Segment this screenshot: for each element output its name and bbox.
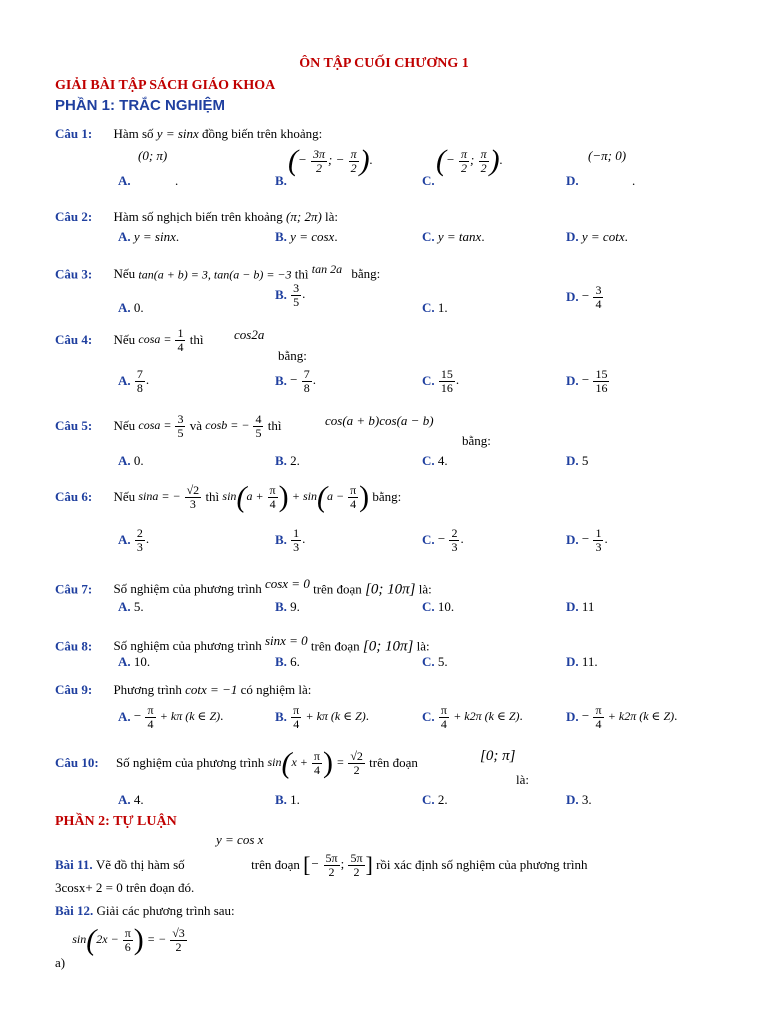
question-9 (55, 682, 311, 698)
q6-answer-a: A. $\frac{2}{3}$ . (118, 526, 150, 554)
option-a-label: A. (118, 229, 131, 244)
q3-answer-c: 1. (437, 300, 448, 315)
q5-answer-a: 0. (133, 453, 144, 468)
q7-answer-c: 10. (437, 599, 455, 614)
question-expr: cotx = −1 (185, 682, 238, 697)
question-label: Câu 7: (55, 581, 93, 597)
question-5: Câu 5: Nếu cosa = $\frac{3}{5}$ và cosb = − $\frac{4}{5}$ thì (55, 412, 282, 440)
question-2 (55, 209, 338, 225)
question-text: Số nghiệm của phương trình (115, 755, 265, 770)
bai11-line2: 3cosx+ 2 = 0 trên đoạn đó. (55, 880, 195, 895)
q6-answer-d: D. − $\frac{1}{3}$ . (566, 526, 608, 554)
question-text: bằng: (372, 489, 402, 504)
option-c-label: C. (422, 229, 435, 244)
exercise-label: Bài 11. (55, 857, 93, 873)
question-label: Câu 1: (55, 126, 93, 141)
question-text: là: (516, 772, 529, 787)
question-text: Phương trình (113, 682, 182, 697)
question-text: đồng biến trên khoảng: (202, 126, 323, 141)
question-text: thì (294, 266, 309, 282)
bai11: Bài 11. Vẽ đồ thị hàm số trên đoạn [− $\frac{5\pi}{2}$ ; $\frac{5\pi}{2}$ ] rồi xác định số nghiệm của phương trình (55, 851, 588, 879)
q7-answer-b: 9. (290, 599, 300, 614)
question-text: trên đoạn (310, 638, 360, 654)
option-d-label: D. (566, 792, 579, 807)
q8-answer-c: 5. (437, 654, 448, 669)
part1-heading: PHẦN 1: TRẮC NGHIỆM (55, 97, 226, 114)
question-text: bằng: (278, 348, 307, 363)
question-7 (55, 576, 432, 598)
option-b-label: B. (275, 792, 287, 807)
q10-answer-c: 2. (437, 792, 448, 807)
q2-answer-b: y = cosx (290, 229, 335, 244)
question-8 (55, 633, 430, 655)
option-c-label: C. (422, 599, 435, 614)
option-b-label: B. (275, 453, 287, 468)
question-text: và (189, 418, 203, 434)
exercise-text: trên đoạn (251, 857, 300, 873)
question-text: là: (325, 209, 339, 224)
question-text: là: (418, 581, 432, 597)
q5-answer-c: 4. (437, 453, 448, 468)
question-expr: [0; 10π] (362, 638, 414, 655)
q4-answer-c: C. $\frac{15}{16}$ . (422, 367, 460, 395)
q2-answer-a: y = sinx (133, 229, 176, 244)
question-label: Câu 4: (55, 332, 93, 348)
page-title: ÔN TẬP CUỐI CHƯƠNG 1 (299, 56, 469, 71)
option-b-label: B. (275, 229, 287, 244)
question-text: thì (189, 332, 204, 348)
question-expr: sinx = 0 (264, 633, 308, 648)
question-6: Câu 6: Nếu sina = − $\frac{√2}{3}$ thì sin(a + $\frac{\pi}{4}$ ) + sin(a − $\frac{\pi}{4}$ ) bằng: (55, 480, 402, 514)
q9-answer-b: + kπ (k ∈ Z) (305, 709, 366, 724)
question-text: thì (267, 418, 282, 434)
option-c-label: C. (422, 792, 435, 807)
subtitle: GIẢI BÀI TẬP SÁCH GIÁO KHOA (55, 78, 276, 93)
question-text: Nếu (113, 418, 136, 434)
option-a-label: A. (118, 453, 131, 468)
question-text: thì (205, 489, 220, 504)
question-expr: [0; π] (480, 748, 516, 764)
bai12 (55, 903, 235, 919)
option-d-label: D. (566, 453, 579, 468)
q8-answer-b: 6. (290, 654, 300, 669)
option-c-label: C. (422, 453, 435, 468)
question-text: bằng: (462, 433, 491, 448)
option-d-label: D. (566, 229, 579, 244)
question-text: trên đoạn (369, 755, 418, 770)
option-a-label: A. (118, 654, 131, 669)
q9-option-b: B. $\frac{\pi}{4}$ + kπ (k ∈ Z). (275, 703, 370, 731)
option-b-label: B. (275, 173, 287, 188)
question-text: Hàm số nghịch biến trên khoảng (113, 209, 283, 224)
question-10: Câu 10: Số nghiệm của phương trình sin(x + $\frac{\pi}{4}$ ) = $\frac{√2}{2}$ trên đoạn (55, 746, 418, 780)
question-text: bằng: (351, 266, 381, 282)
q2-answer-c: y = tanx (437, 229, 482, 244)
q9-option-a: A. − $\frac{\pi}{4}$ + kπ (k ∈ Z). (118, 703, 224, 731)
question-text: trên đoạn (313, 581, 362, 597)
option-a-label: A. (118, 792, 131, 807)
exercise-text: Giải các phương trình sau: (96, 903, 235, 918)
q2-answer-d: y = cotx (581, 229, 625, 244)
option-c-label: C. (422, 654, 435, 669)
bai12-a: sin(2x − $\frac{\pi}{6}$ ) = − $\frac{√3}{2}$ (72, 923, 185, 957)
question-label: Câu 10: (55, 755, 99, 770)
q9-answer-a: + kπ (k ∈ Z) (159, 709, 221, 724)
question-text: Số nghiệm của phương trình (113, 638, 262, 654)
question-label: Câu 6: (55, 489, 93, 504)
q9-option-c: C. $\frac{\pi}{4}$ + k2π (k ∈ Z). (422, 703, 523, 731)
question-1 (55, 126, 322, 142)
question-expr: tan 2a (311, 262, 343, 276)
q8-answer-d: 11. (581, 654, 598, 669)
question-text: có nghiệm là: (240, 682, 312, 697)
q1-answer-d: (−π; 0) (588, 148, 627, 163)
bai12-a-label: a) (55, 955, 66, 970)
part2-heading: PHẦN 2: TỰ LUẬN (55, 814, 177, 829)
q4-answer-d: D. − $\frac{15}{16}$ (566, 367, 608, 395)
option-d-label: D. (566, 654, 579, 669)
q10-answer-b: 1. (290, 792, 300, 807)
option-c-label: C. (422, 173, 435, 188)
question-3 (55, 262, 380, 282)
question-text: Hàm số (113, 126, 154, 141)
period: . (175, 173, 179, 188)
question-label: Câu 8: (55, 638, 93, 654)
question-expr: (π; 2π) (286, 209, 322, 224)
q6-answer-c: C. − $\frac{2}{3}$ . (422, 526, 464, 554)
question-text: Nếu (113, 266, 136, 282)
question-text: là: (416, 638, 430, 654)
q1-answer-a: (0; π) (138, 148, 168, 163)
question-expr: cos2a (234, 327, 265, 342)
q6-answer-b: B. $\frac{1}{3}$ . (275, 526, 306, 554)
q9-option-d: D. − $\frac{\pi}{4}$ + k2π (k ∈ Z). (566, 703, 678, 731)
q1-answer-b: (− $\frac{3\pi}{2}$ ; − $\frac{\pi}{2}$ ). (288, 144, 373, 177)
option-a-label: A. (118, 599, 131, 614)
q10-answer-d: 3. (581, 792, 592, 807)
option-a-label: A. (118, 173, 131, 188)
option-d-label: D. (566, 173, 579, 188)
q9-answer-c: + k2π (k ∈ Z) (453, 709, 520, 724)
exercise-text: rồi xác định số nghiệm của phương trình (376, 857, 588, 873)
q10-answer-a: 4. (133, 792, 144, 807)
question-text: Số nghiệm của phương trình (113, 581, 262, 597)
question-label: Câu 3: (55, 266, 93, 282)
period: . (632, 173, 636, 188)
option-b-label: B. (275, 599, 287, 614)
q5-answer-b: 2. (290, 453, 300, 468)
q7-answer-d: 11 (581, 599, 595, 614)
question-expr: [0; 10π] (365, 581, 416, 598)
q4-answer-b: B. − $\frac{7}{8}$ . (275, 367, 317, 395)
question-text: Nếu (113, 489, 136, 504)
question-expr: cos(a + b)cos(a − b) (325, 413, 434, 428)
question-label: Câu 9: (55, 682, 93, 697)
q7-answer-a: 5. (133, 599, 144, 614)
option-c-label: C. (422, 300, 435, 315)
exercise-text: Vẽ đồ thị hàm số (95, 857, 185, 873)
q8-answer-a: 10. (133, 654, 151, 669)
bai11-expr: y = cos x (216, 832, 264, 847)
option-b-label: B. (275, 654, 287, 669)
q9-answer-d: + k2π (k ∈ Z) (607, 709, 675, 724)
q1-answer-c: (− $\frac{\pi}{2}$ ; $\frac{\pi}{2}$ ). (436, 144, 503, 177)
q3-answer-d: D. − $\frac{3}{4}$ (566, 283, 602, 311)
q3-answer-a: 0. (133, 300, 144, 315)
q3-answer-b: B. $\frac{3}{5}$ . (275, 281, 306, 309)
question-4: Câu 4: Nếu cosa = $\frac{1}{4}$ thì (55, 326, 204, 354)
question-label: Câu 5: (55, 418, 93, 434)
option-d-label: D. (566, 599, 579, 614)
q5-answer-d: 5 (581, 453, 589, 468)
option-a-label: A. (118, 300, 131, 315)
exercise-label: Bài 12. (55, 903, 94, 918)
question-expr: y = sinx (156, 126, 199, 141)
q4-answer-a: A. $\frac{7}{8}$ . (118, 367, 150, 395)
question-text: Nếu (113, 332, 136, 348)
question-expr: tan(a + b) = 3, tan(a − b) = −3 (138, 267, 292, 282)
question-expr: cosx = 0 (264, 576, 310, 591)
question-label: Câu 2: (55, 209, 93, 224)
